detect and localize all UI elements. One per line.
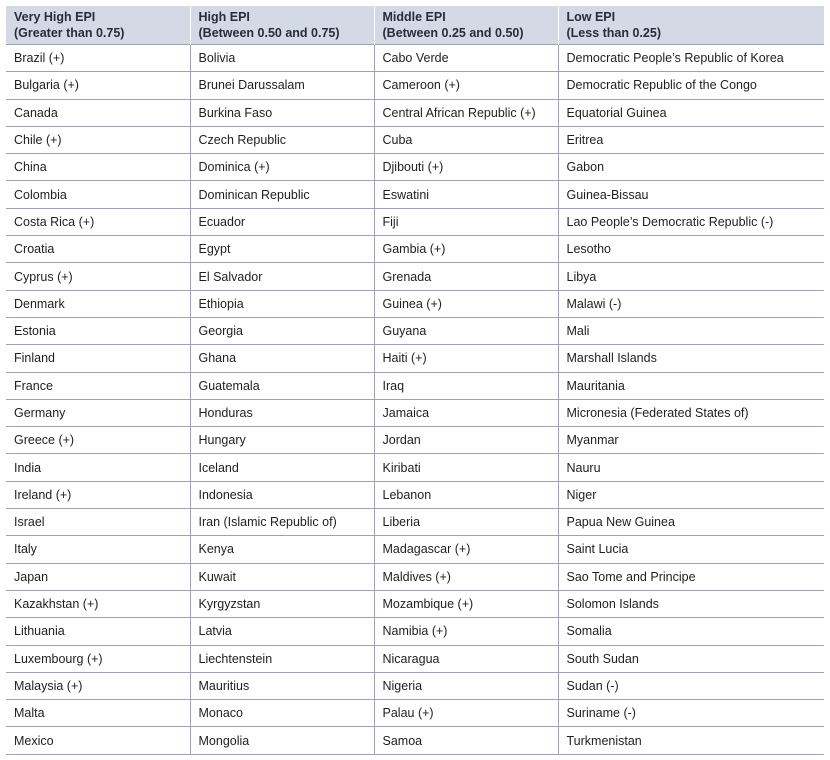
cell-middle-epi: Mozambique (+): [374, 590, 558, 617]
cell-high-epi: Honduras: [190, 399, 374, 426]
cell-high-epi: Mongolia: [190, 727, 374, 754]
cell-low-epi: Sudan (-): [558, 672, 824, 699]
cell-middle-epi: Cameroon (+): [374, 72, 558, 99]
cell-high-epi: Kyrgyzstan: [190, 590, 374, 617]
cell-low-epi: Sao Tome and Principe: [558, 563, 824, 590]
cell-high-epi: Guatemala: [190, 372, 374, 399]
cell-low-epi: Mali: [558, 317, 824, 344]
cell-very-high-epi: Colombia: [6, 181, 190, 208]
cell-very-high-epi: Luxembourg (+): [6, 645, 190, 672]
table-row: [6, 317, 824, 344]
cell-very-high-epi: Malta: [6, 700, 190, 727]
cell-low-epi: Lesotho: [558, 236, 824, 263]
table-row: [6, 590, 824, 617]
cell-middle-epi: Namibia (+): [374, 618, 558, 645]
cell-very-high-epi: Japan: [6, 563, 190, 590]
table-row: [6, 99, 824, 126]
cell-high-epi: Ghana: [190, 345, 374, 372]
cell-very-high-epi: Denmark: [6, 290, 190, 317]
cell-high-epi: Dominica (+): [190, 154, 374, 181]
table-row: [6, 454, 824, 481]
cell-high-epi: Czech Republic: [190, 126, 374, 153]
cell-low-epi: Micronesia (Federated States of): [558, 399, 824, 426]
table-row: [6, 563, 824, 590]
cell-very-high-epi: Israel: [6, 509, 190, 536]
header-subtitle: (Between 0.25 and 0.50): [382, 26, 524, 40]
table-header: [6, 6, 824, 45]
cell-middle-epi: Maldives (+): [374, 563, 558, 590]
cell-low-epi: Turkmenistan: [558, 727, 824, 754]
table-row: [6, 236, 824, 263]
cell-high-epi: Kuwait: [190, 563, 374, 590]
cell-high-epi: Latvia: [190, 618, 374, 645]
cell-low-epi: Guinea-Bissau: [558, 181, 824, 208]
cell-very-high-epi: Ireland (+): [6, 481, 190, 508]
cell-low-epi: Somalia: [558, 618, 824, 645]
cell-middle-epi: Jamaica: [374, 399, 558, 426]
cell-very-high-epi: Bulgaria (+): [6, 72, 190, 99]
cell-very-high-epi: Kazakhstan (+): [6, 590, 190, 617]
table-row: [6, 290, 824, 317]
cell-high-epi: Indonesia: [190, 481, 374, 508]
cell-very-high-epi: Canada: [6, 99, 190, 126]
cell-low-epi: Suriname (-): [558, 700, 824, 727]
cell-low-epi: Lao People’s Democratic Republic (-): [558, 208, 824, 235]
header-title: High EPI: [198, 10, 250, 24]
cell-high-epi: Iceland: [190, 454, 374, 481]
cell-middle-epi: Nigeria: [374, 672, 558, 699]
cell-middle-epi: Palau (+): [374, 700, 558, 727]
cell-high-epi: Burkina Faso: [190, 99, 374, 126]
table-body: [6, 45, 824, 755]
cell-high-epi: Georgia: [190, 317, 374, 344]
cell-low-epi: Gabon: [558, 154, 824, 181]
cell-low-epi: Libya: [558, 263, 824, 290]
table-row: [6, 181, 824, 208]
cell-middle-epi: Eswatini: [374, 181, 558, 208]
epi-classification-table: [6, 6, 824, 755]
cell-high-epi: Monaco: [190, 700, 374, 727]
cell-middle-epi: Iraq: [374, 372, 558, 399]
cell-middle-epi: Lebanon: [374, 481, 558, 508]
cell-low-epi: Eritrea: [558, 126, 824, 153]
cell-very-high-epi: Chile (+): [6, 126, 190, 153]
cell-low-epi: Niger: [558, 481, 824, 508]
cell-low-epi: Democratic Republic of the Congo: [558, 72, 824, 99]
header-title: Very High EPI: [14, 10, 96, 24]
header-very-high-epi: [6, 6, 190, 45]
cell-middle-epi: Cabo Verde: [374, 45, 558, 72]
cell-low-epi: Mauritania: [558, 372, 824, 399]
table-row: [6, 399, 824, 426]
table-row: [6, 154, 824, 181]
header-title: Low EPI: [566, 10, 616, 24]
cell-very-high-epi: France: [6, 372, 190, 399]
cell-very-high-epi: Mexico: [6, 727, 190, 754]
cell-middle-epi: Kiribati: [374, 454, 558, 481]
header-title: Middle EPI: [382, 10, 446, 24]
cell-middle-epi: Grenada: [374, 263, 558, 290]
cell-very-high-epi: Finland: [6, 345, 190, 372]
cell-middle-epi: Central African Republic (+): [374, 99, 558, 126]
cell-high-epi: Mauritius: [190, 672, 374, 699]
cell-middle-epi: Haiti (+): [374, 345, 558, 372]
cell-middle-epi: Guinea (+): [374, 290, 558, 317]
table-row: [6, 618, 824, 645]
cell-high-epi: Ethiopia: [190, 290, 374, 317]
cell-high-epi: Brunei Darussalam: [190, 72, 374, 99]
cell-high-epi: Liechtenstein: [190, 645, 374, 672]
cell-middle-epi: Cuba: [374, 126, 558, 153]
cell-very-high-epi: Costa Rica (+): [6, 208, 190, 235]
cell-low-epi: South Sudan: [558, 645, 824, 672]
cell-high-epi: Dominican Republic: [190, 181, 374, 208]
header-subtitle: (Between 0.50 and 0.75): [198, 26, 340, 40]
cell-middle-epi: Jordan: [374, 427, 558, 454]
header-middle-epi: [374, 6, 558, 45]
cell-very-high-epi: Germany: [6, 399, 190, 426]
cell-very-high-epi: Italy: [6, 536, 190, 563]
cell-low-epi: Marshall Islands: [558, 345, 824, 372]
epi-table-container: [6, 6, 824, 755]
cell-middle-epi: Liberia: [374, 509, 558, 536]
cell-very-high-epi: Lithuania: [6, 618, 190, 645]
table-row: [6, 481, 824, 508]
table-row: [6, 672, 824, 699]
cell-low-epi: Saint Lucia: [558, 536, 824, 563]
table-row: [6, 45, 824, 72]
table-row: [6, 700, 824, 727]
cell-low-epi: Equatorial Guinea: [558, 99, 824, 126]
table-row: [6, 208, 824, 235]
cell-high-epi: El Salvador: [190, 263, 374, 290]
cell-high-epi: Iran (Islamic Republic of): [190, 509, 374, 536]
cell-very-high-epi: Croatia: [6, 236, 190, 263]
header-subtitle: (Greater than 0.75): [14, 26, 125, 40]
cell-low-epi: Myanmar: [558, 427, 824, 454]
cell-very-high-epi: Cyprus (+): [6, 263, 190, 290]
header-row: [6, 6, 824, 45]
table-row: [6, 345, 824, 372]
cell-high-epi: Egypt: [190, 236, 374, 263]
cell-very-high-epi: Brazil (+): [6, 45, 190, 72]
table-row: [6, 372, 824, 399]
cell-middle-epi: Samoa: [374, 727, 558, 754]
cell-middle-epi: Djibouti (+): [374, 154, 558, 181]
table-row: [6, 645, 824, 672]
cell-very-high-epi: Malaysia (+): [6, 672, 190, 699]
cell-high-epi: Bolivia: [190, 45, 374, 72]
cell-middle-epi: Nicaragua: [374, 645, 558, 672]
header-subtitle: (Less than 0.25): [566, 26, 661, 40]
table-row: [6, 536, 824, 563]
cell-middle-epi: Madagascar (+): [374, 536, 558, 563]
cell-low-epi: Solomon Islands: [558, 590, 824, 617]
cell-very-high-epi: China: [6, 154, 190, 181]
table-row: [6, 509, 824, 536]
cell-high-epi: Hungary: [190, 427, 374, 454]
header-low-epi: [558, 6, 824, 45]
cell-middle-epi: Fiji: [374, 208, 558, 235]
cell-high-epi: Kenya: [190, 536, 374, 563]
cell-low-epi: Malawi (-): [558, 290, 824, 317]
cell-low-epi: Papua New Guinea: [558, 509, 824, 536]
header-high-epi: [190, 6, 374, 45]
cell-very-high-epi: Greece (+): [6, 427, 190, 454]
cell-middle-epi: Gambia (+): [374, 236, 558, 263]
cell-low-epi: Nauru: [558, 454, 824, 481]
table-row: [6, 427, 824, 454]
cell-middle-epi: Guyana: [374, 317, 558, 344]
table-row: [6, 126, 824, 153]
cell-low-epi: Democratic People’s Republic of Korea: [558, 45, 824, 72]
cell-very-high-epi: India: [6, 454, 190, 481]
table-row: [6, 727, 824, 754]
cell-high-epi: Ecuador: [190, 208, 374, 235]
cell-very-high-epi: Estonia: [6, 317, 190, 344]
table-row: [6, 263, 824, 290]
table-row: [6, 72, 824, 99]
